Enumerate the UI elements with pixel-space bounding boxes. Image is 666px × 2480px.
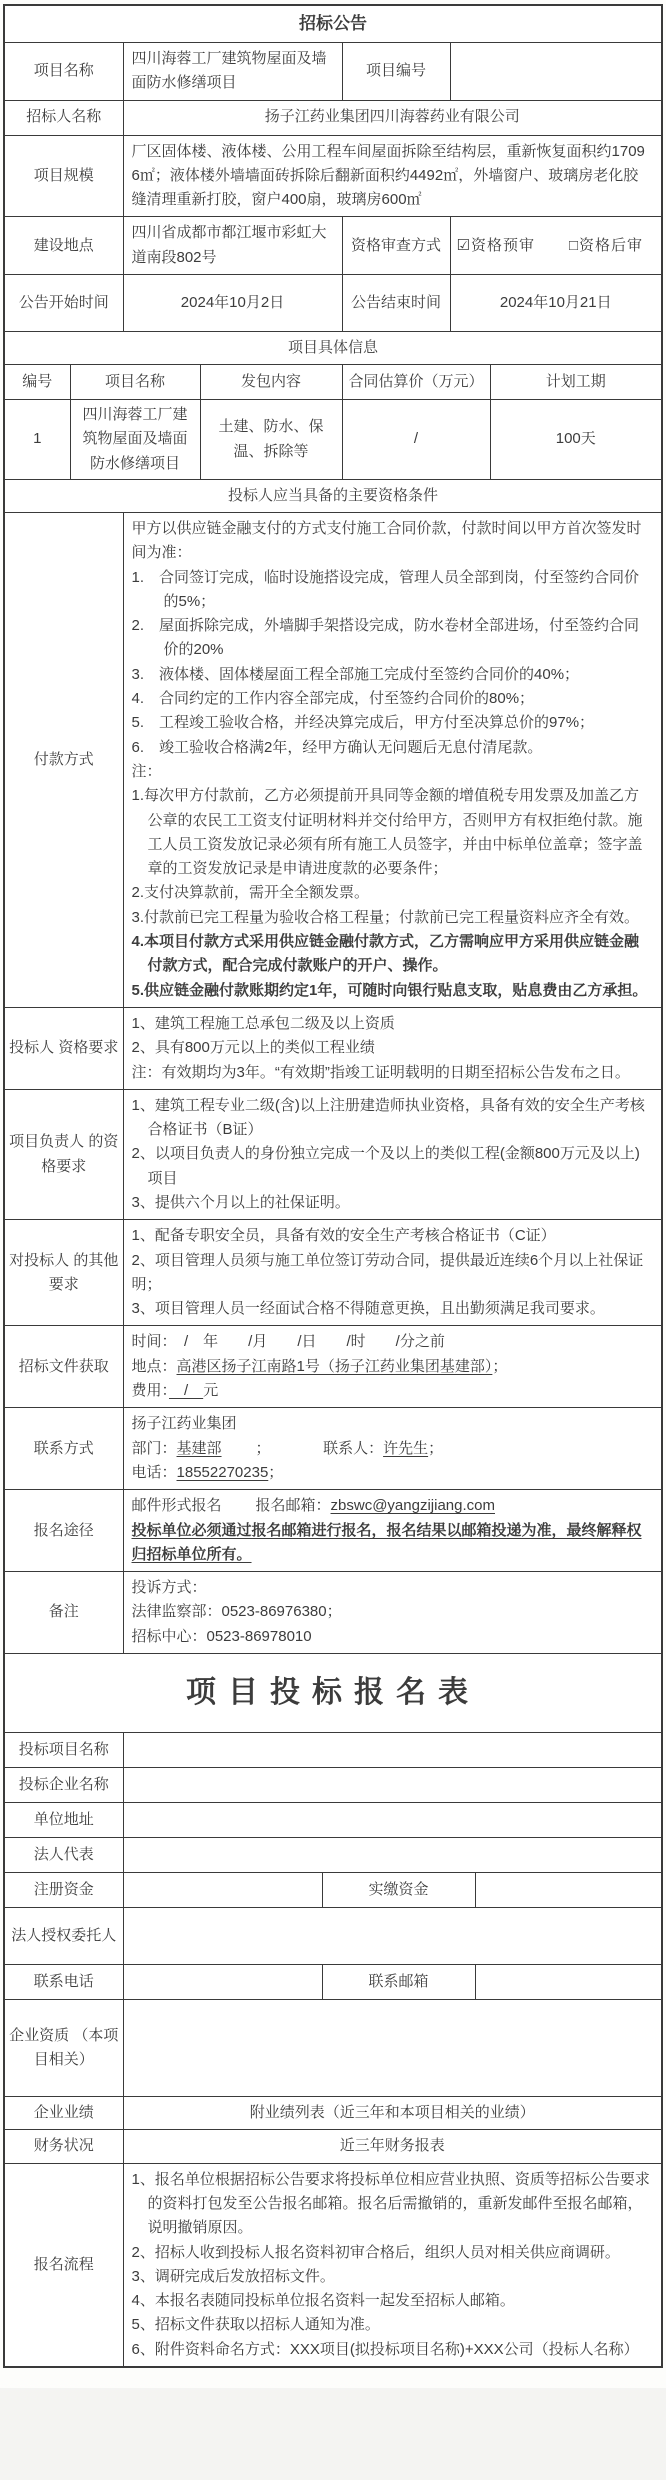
project-scale-label: 项目规模 — [4, 135, 123, 217]
form-phone-label: 联系电话 — [4, 1965, 123, 2000]
contact-dept-value: 基建部 — [176, 1439, 222, 1457]
remark-line: 法律监察部：0523-86976380； — [131, 1603, 342, 1621]
other-req-label: 对投标人 的其他要求 — [4, 1220, 123, 1326]
payment-intro: 甲方以供应链金融支付的方式支付施工合同价款，付款时间以甲方首次签发时间为准： — [131, 519, 642, 562]
remark-label: 备注 — [4, 1572, 123, 1654]
col-header-content: 发包内容 — [200, 365, 342, 400]
other-req-content — [123, 1220, 662, 1326]
tenderer-label: 招标人名称 — [4, 100, 123, 135]
payment-item: 3. 液体楼、固体楼屋面工程全部施工完成付至签约合同价的40%； — [131, 665, 580, 683]
contact-person-value: 许先生 — [383, 1439, 429, 1457]
doc-obtain-fee: 费用： / 元 — [131, 1382, 219, 1400]
payment-note: 1.每次甲方付款前，乙方必须提前开具同等金额的增值税专用发票及加盖乙方公章的农民工工资支付证明材料并交付给甲方，否则甲方有权拒绝付款。施工人员工资发放记录必须有所有施工人员签字，并由中标单位盖章；签字盖章的工资发放记录是申请进度款的必要条件； — [131, 787, 643, 878]
project-scale-value: 厂区固体楼、液体楼、公用工程车间屋面拆除至结构层，重新恢复面积约17096㎡；液体楼外墙墙面砖拆除后翻新面积约4492㎡，外墙窗户、玻璃房老化胶缝清理重新打胶，窗户400扇，玻璃房600㎡ — [123, 135, 662, 217]
payment-method-content — [123, 512, 662, 1007]
bidder-qual-line: 2、具有800万元以上的类似工程业绩 — [131, 1039, 375, 1057]
form-legal-rep-label: 法人代表 — [4, 1838, 123, 1873]
checkbox-unchecked-icon: □ — [568, 236, 580, 254]
form-paid-capital-label: 实缴资金 — [322, 1873, 475, 1908]
registration-form-title: 项目投标报名表 — [4, 1654, 662, 1733]
announce-start-value: 2024年10月2日 — [123, 275, 342, 332]
doc-obtain-content — [123, 1326, 662, 1408]
project-detail-section-title: 项目具体信息 — [4, 332, 662, 365]
bidder-qualification-section-title: 投标人应当具备的主要资格条件 — [4, 479, 662, 512]
bid-announcement-table — [3, 4, 663, 2368]
remark-line: 投诉方式： — [131, 1579, 207, 1597]
form-email-value — [475, 1965, 662, 2000]
project-name-label: 项目名称 — [4, 43, 123, 101]
payment-note: 2.支付决算款前，需开全全额发票。 — [131, 884, 370, 902]
bidder-qual-content — [123, 1007, 662, 1089]
pre-qualification-label: 资格预审 — [470, 236, 535, 254]
payment-item: 1. 合同签订完成，临时设施搭设完成，管理人员全部到岗，付至签约合同价的5%； — [131, 568, 640, 610]
row-package-content: 土建、防水、保温、拆除等 — [200, 400, 342, 480]
process-item: 1、报名单位根据招标公告要求将投标单位相应营业执照、资质等招标公告要求的资料打包发至公告报名邮箱。报名后需撤销的，重新发邮件至报名邮箱，说明撤销原因。 — [131, 2170, 650, 2237]
announce-end-value: 2024年10月21日 — [450, 275, 662, 332]
form-authorized-label: 法人授权委托人 — [4, 1908, 123, 1965]
doc-obtain-location: 地点：高港区扬子江南路1号（扬子江药业集团基建部）； — [131, 1357, 508, 1375]
col-header-name: 项目名称 — [70, 365, 200, 400]
form-finance-value: 近三年财务报表 — [123, 2130, 662, 2163]
post-qualification-label: 资格后审 — [579, 236, 644, 254]
process-item: 2、招标人收到投标人报名资料初审合格后，组织人员对相关供应商调研。 — [131, 2243, 620, 2261]
form-qualification-label: 企业资质 （本项目相关） — [4, 2000, 123, 2097]
payment-item: 5. 工程竣工验收合格，并经决算完成后，甲方付至决算总价的97%； — [131, 714, 595, 732]
signup-method: 邮件形式报名 — [131, 1497, 222, 1515]
contact-content — [123, 1408, 662, 1490]
form-company-name-value — [123, 1768, 662, 1803]
process-item: 3、调研完成后发放招标文件。 — [131, 2267, 335, 2285]
form-paid-capital-value — [475, 1873, 662, 1908]
doc-obtain-location-value: 高港区扬子江南路1号（扬子江药业集团基建部） — [176, 1357, 493, 1375]
form-project-name-value — [123, 1733, 662, 1768]
document-title: 招标公告 — [4, 5, 662, 43]
other-req-line: 3、项目管理人员一经面试合格不得随意更换，且出勤须满足我司要求。 — [131, 1300, 605, 1318]
col-header-price: 合同估算价（万元） — [342, 365, 490, 400]
form-email-label: 联系邮箱 — [322, 1965, 475, 2000]
signup-label: 报名途径 — [4, 1490, 123, 1572]
project-name-value: 四川海蓉工厂建筑物屋面及墙面防水修缮项目 — [123, 43, 342, 101]
pre-qualification-option — [457, 237, 535, 254]
leader-qual-line: 3、提供六个月以上的社保证明。 — [131, 1193, 350, 1211]
form-performance-label: 企业业绩 — [4, 2097, 123, 2130]
process-item: 5、招标文件获取以招标人通知为准。 — [131, 2316, 380, 2334]
payment-note-bold: 5.供应链金融付款账期约定1年，可随时向银行贴息支取，贴息费由乙方承担。 — [131, 981, 648, 999]
form-address-label: 单位地址 — [4, 1803, 123, 1838]
form-project-name-label: 投标项目名称 — [4, 1733, 123, 1768]
project-no-label: 项目编号 — [342, 43, 450, 101]
payment-note-bold: 4.本项目付款方式采用供应链金融付款方式，乙方需响应甲方采用供应链金融付款方式，配合完成付款账户的开户、操作。 — [131, 933, 640, 975]
signup-email: zbswc@yangzijiang.com — [330, 1497, 495, 1515]
form-phone-value — [123, 1965, 322, 2000]
payment-item: 2. 屋面拆除完成，外墙脚手架搭设完成，防水卷材全部进场，付至签约合同价的20% — [131, 617, 640, 659]
announce-end-label: 公告结束时间 — [342, 275, 450, 332]
form-company-name-label: 投标企业名称 — [4, 1768, 123, 1803]
leader-qual-line: 2、以项目负责人的身份独立完成一个及以上的类似工程(金额800万元及以上)项目 — [131, 1145, 640, 1187]
doc-obtain-time: 时间： / 年 /月 /日 /时 /分之前 — [131, 1333, 445, 1351]
qualification-method-label: 资格审查方式 — [342, 217, 450, 275]
form-qualification-value — [123, 2000, 662, 2097]
bidder-qual-label: 投标人 资格要求 — [4, 1007, 123, 1089]
contact-company: 扬子江药业集团 — [131, 1415, 237, 1433]
leader-qual-content — [123, 1089, 662, 1219]
process-item: 6、附件资料命名方式：XXX项目(拟投标项目名称)+XXX公司（投标人名称） — [131, 2340, 639, 2358]
row-duration: 100天 — [490, 400, 662, 480]
col-header-no: 编号 — [4, 365, 70, 400]
form-reg-capital-label: 注册资金 — [4, 1873, 123, 1908]
form-finance-label: 财务状况 — [4, 2130, 123, 2163]
form-process-content — [123, 2163, 662, 2367]
project-no-value — [450, 43, 662, 101]
post-qualification-option — [569, 237, 643, 254]
tenderer-value: 扬子江药业集团四川海蓉药业有限公司 — [123, 100, 662, 135]
announce-start-label: 公告开始时间 — [4, 275, 123, 332]
process-item: 4、本报名表随同投标单位报名资料一起发至招标人邮箱。 — [131, 2292, 515, 2310]
row-no: 1 — [4, 400, 70, 480]
contact-label: 联系方式 — [4, 1408, 123, 1490]
signup-method-line: 邮件形式报名 报名邮箱：zbswc@yangzijiang.com — [131, 1497, 495, 1515]
col-header-duration: 计划工期 — [490, 365, 662, 400]
doc-obtain-fee-value: / — [169, 1382, 204, 1400]
other-req-line: 2、项目管理人员须与施工单位签订劳动合同，提供最近连续6个月以上社保证明； — [131, 1251, 644, 1293]
payment-item: 4. 合同约定的工作内容全部完成，付至签约合同价的80%； — [131, 690, 535, 708]
location-value: 四川省成都市都江堰市彩虹大道南段802号 — [123, 217, 342, 275]
form-authorized-value — [123, 1908, 662, 1965]
checkbox-checked-icon: ☑ — [456, 236, 471, 254]
contact-phone-value: 18552270235 — [176, 1463, 269, 1481]
form-legal-rep-value — [123, 1838, 662, 1873]
leader-qual-line: 1、建筑工程专业二级(含)以上注册建造师执业资格，具备有效的安全生产考核合格证书（B证） — [131, 1096, 645, 1139]
form-address-value — [123, 1803, 662, 1838]
form-reg-capital-value — [123, 1873, 322, 1908]
table-row — [4, 400, 662, 480]
signup-content — [123, 1490, 662, 1572]
leader-qual-label: 项目负责人 的资格要求 — [4, 1089, 123, 1219]
contact-dept-person: 部门：基建部 ； 联系人：许先生； — [131, 1439, 444, 1457]
form-performance-value: 附业绩列表（近三年和本项目相关的业绩） — [123, 2097, 662, 2130]
location-label: 建设地点 — [4, 217, 123, 275]
contact-phone: 电话：18552270235； — [131, 1463, 284, 1481]
bidder-qual-line: 注：有效期均为3年。“有效期”指竣工证明载明的日期至招标公告发布之日。 — [131, 1063, 630, 1081]
payment-method-label: 付款方式 — [4, 512, 123, 1007]
row-project-name: 四川海蓉工厂建筑物屋面及墙面防水修缮项目 — [70, 400, 200, 480]
qualification-method-value — [450, 217, 662, 275]
other-req-line: 1、配备专职安全员，具备有效的安全生产考核合格证书（C证） — [131, 1227, 556, 1245]
payment-item: 6. 竣工验收合格满2年，经甲方确认无问题后无息付清尾款。 — [131, 738, 543, 756]
remark-content — [123, 1572, 662, 1654]
form-process-label: 报名流程 — [4, 2163, 123, 2367]
payment-note: 3.付款前已完工程量为验收合格工程量；付款前已完工程量资料应齐全有效。 — [131, 908, 640, 926]
row-estimate-price: / — [342, 400, 490, 480]
signup-bold-notice: 投标单位必须通过报名邮箱进行报名，报名结果以邮箱投递为准，最终解释权归招标单位所有。 — [131, 1521, 642, 1563]
bidder-qual-line: 1、建筑工程施工总承包二级及以上资质 — [131, 1014, 395, 1032]
doc-obtain-label: 招标文件获取 — [4, 1326, 123, 1408]
remark-line: 招标中心：0523-86978010 — [131, 1627, 312, 1645]
payment-note-label: 注： — [131, 762, 162, 780]
